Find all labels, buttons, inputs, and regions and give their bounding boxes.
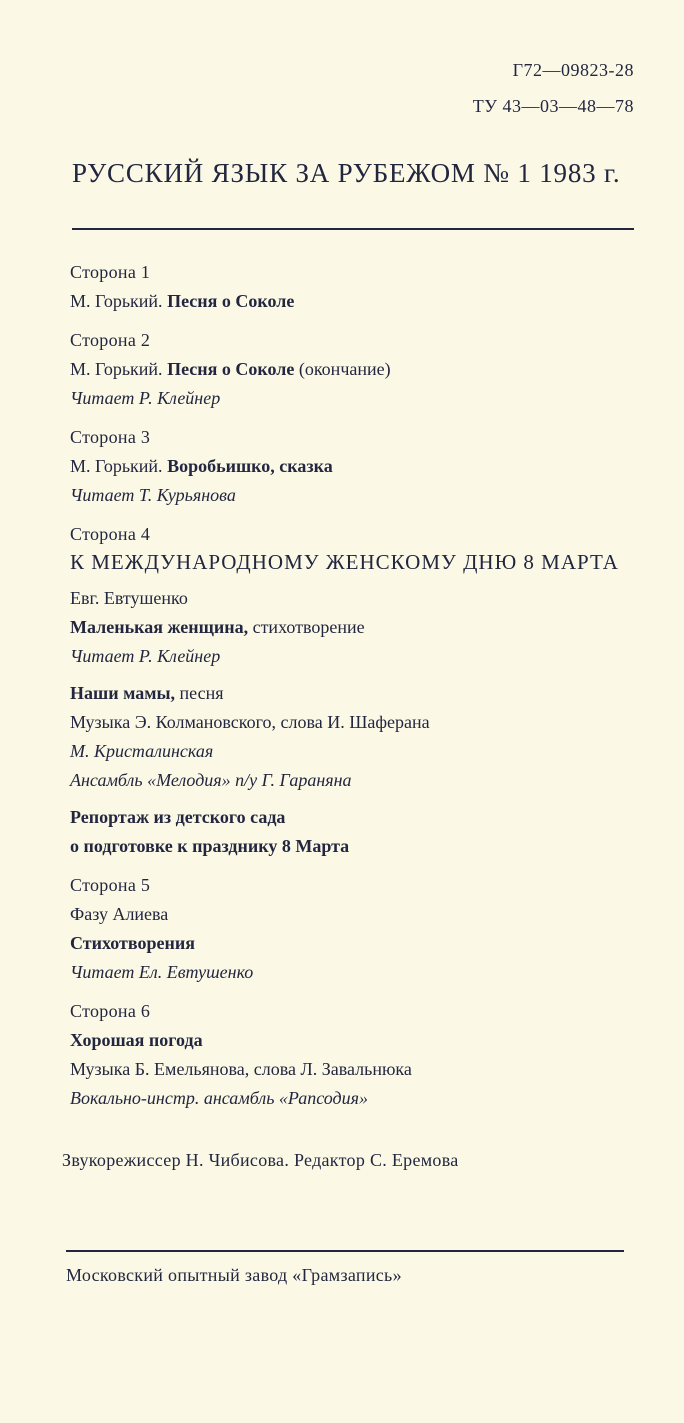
side-label: Сторона 2 (70, 330, 151, 350)
work-title: Воробьишко, сказка (167, 456, 333, 476)
report-title-line-2: о подготовке к празднику 8 Марта (70, 836, 350, 856)
track-entry (70, 355, 650, 384)
work-genre: стихотворение (252, 617, 365, 637)
author: Евг. Евтушенко (70, 588, 188, 608)
work-title: Песня о Соколе (167, 291, 295, 311)
reader: Читает Ел. Евтушенко (70, 962, 254, 982)
title-divider (72, 228, 634, 230)
side-2 (70, 326, 650, 413)
reader: Читает Т. Курьянова (70, 485, 236, 505)
standard-code: ТУ 43—03—48—78 (472, 96, 634, 116)
reader: Читает Р. Клейнер (70, 646, 221, 666)
side-4 (70, 520, 650, 861)
production-credits: Звукорежиссер Н. Чибисова. Редактор С. Еремова (62, 1150, 459, 1170)
author: М. Горький. (70, 456, 163, 476)
side-3 (70, 423, 650, 510)
side-label: Сторона 1 (70, 262, 151, 282)
author: М. Горький. (70, 291, 163, 311)
work-note: (окончание) (298, 359, 391, 379)
author: М. Горький. (70, 359, 163, 379)
side-label: Сторона 3 (70, 427, 151, 447)
report-entry (70, 803, 650, 861)
song-credits: Музыка Э. Колмановского, слова И. Шаферана (70, 712, 430, 732)
track-entry (70, 613, 650, 642)
song-entry (70, 679, 650, 795)
work-title: Хорошая погода (70, 1030, 203, 1050)
side-label: Сторона 4 (70, 524, 151, 544)
ensemble: Ансамбль «Мелодия» п/у Г. Гараняна (70, 770, 352, 790)
manufacturer: Московский опытный завод «Грамзапись» (66, 1265, 402, 1285)
footer-divider (66, 1250, 624, 1252)
report-title-line-1: Репортаж из детского сада (70, 807, 286, 827)
side-5 (70, 871, 650, 987)
reader: Читает Р. Клейнер (70, 388, 221, 408)
side-label: Сторона 5 (70, 875, 151, 895)
side-label: Сторона 6 (70, 1001, 151, 1021)
track-listing (70, 258, 650, 1123)
track-entry (70, 452, 650, 481)
work-title: Песня о Соколе (167, 359, 295, 379)
song-credits: Музыка Б. Емельянова, слова Л. Завальнюка (70, 1059, 412, 1079)
work-genre: песня (179, 683, 224, 703)
side-1 (70, 258, 650, 316)
author: Фазу Алиева (70, 904, 169, 924)
track-entry (70, 679, 650, 708)
work-title: Наши мамы, (70, 683, 176, 703)
singer: М. Кристалинская (70, 741, 214, 761)
section-heading: К МЕЖДУНАРОДНОМУ ЖЕНСКОМУ ДНЮ 8 МАРТА (70, 550, 619, 574)
side-6 (70, 997, 650, 1113)
catalog-codes (473, 52, 634, 124)
track-entry (70, 287, 650, 316)
page-title: РУССКИЙ ЯЗЫК ЗА РУБЕЖОМ № 1 1983 г. (72, 158, 621, 188)
work-title: Стихотворения (70, 933, 195, 953)
catalog-code: Г72—09823-28 (512, 60, 634, 80)
ensemble: Вокально-инстр. ансамбль «Рапсодия» (70, 1088, 369, 1108)
poem-entry (70, 584, 650, 671)
work-title: Маленькая женщина, (70, 617, 249, 637)
